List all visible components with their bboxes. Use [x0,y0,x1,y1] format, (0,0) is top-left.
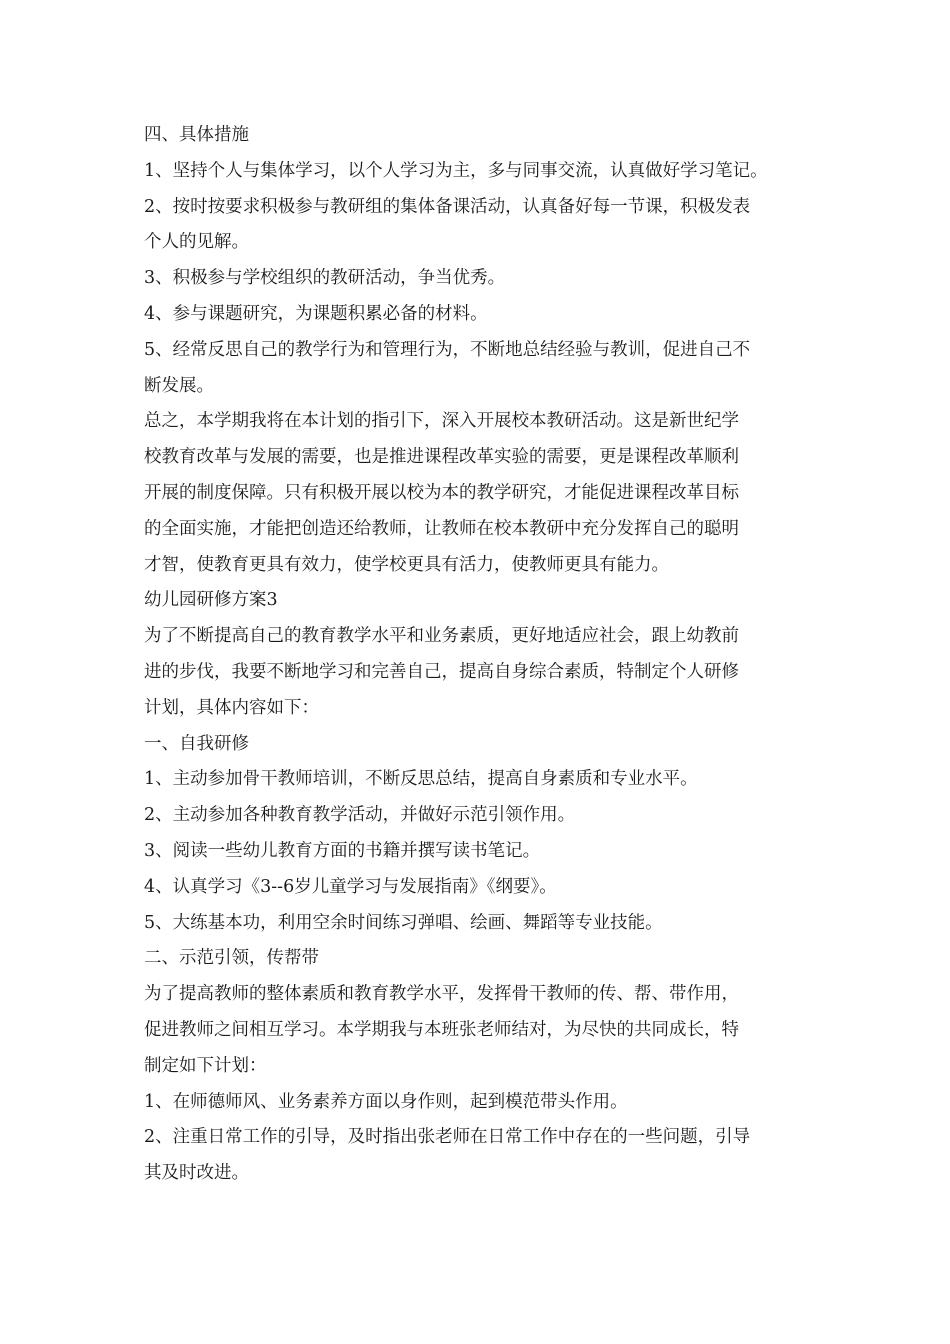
paragraph-line: 断发展。 [144,375,214,396]
paragraph-line: 进的步伐，我要不断地学习和完善自己，提高自身综合素质，特制定个人研修 [144,661,739,682]
paragraph-line: 校教育改革与发展的需要，也是推进课程改革实验的需要，更是课程改革顺利 [144,447,739,468]
paragraph-line: 为了不断提高自己的教育教学水平和业务素质，更好地适应社会，跟上幼教前 [144,626,739,647]
paragraph-line: 个人的见解。 [144,232,249,253]
paragraph-line: 5、经常反思自己的教学行为和管理行为，不断地总结经验与教训，促进自己不 [144,339,751,360]
paragraph-line: 2、按时按要求积极参与教研组的集体备课活动，认真备好每一节课，积极发表 [144,196,751,217]
paragraph-line: 5、大练基本功，利用空余时间练习弹唱、绘画、舞蹈等专业技能。 [144,912,663,933]
paragraph-line: 总之，本学期我将在本计划的指引下，深入开展校本教研活动。这是新世纪学 [144,411,739,432]
paragraph-line: 开展的制度保障。只有积极开展以校为本的教学研究，才能促进课程改革目标 [144,482,739,503]
section-heading-mentoring: 二、示范引领，传帮带 [144,948,319,969]
paragraph-line: 促进教师之间相互学习。本学期我与本班张老师结对，为尽快的共同成长，特 [144,1019,739,1040]
document-body [144,118,824,1192]
paragraph-line: 的全面实施，才能把创造还给教师，让教师在校本教研中充分发挥自己的聪明 [144,518,739,539]
paragraph-line: 3、积极参与学校组织的教研活动，争当优秀。 [144,268,506,289]
section-heading-self-study: 一、自我研修 [144,733,249,754]
document-title-plan-3: 幼儿园研修方案3 [144,590,278,611]
paragraph-line: 1、主动参加骨干教师培训，不断反思总结，提高自身素质和专业水平。 [144,769,698,790]
paragraph-line: 制定如下计划： [144,1055,267,1076]
paragraph-line: 2、主动参加各种教育教学活动，并做好示范引领作用。 [144,805,576,826]
paragraph-line: 计划，具体内容如下： [144,697,319,718]
paragraph-line: 2、注重日常工作的引导，及时指出张老师在日常工作中存在的一些问题，引导 [144,1127,751,1148]
section-heading-measures: 四、具体措施 [144,125,249,145]
paragraph-line: 4、认真学习《3--6岁儿童学习与发展指南》《纲要》。 [144,876,557,897]
paragraph-line: 才智，使教育更具有效力，使学校更具有活力，使教师更具有能力。 [144,554,669,575]
paragraph-line: 1、在师德师风、业务素养方面以身作则，起到模范带头作用。 [144,1091,628,1112]
paragraph-line: 其及时改进。 [144,1163,249,1184]
paragraph-line: 1、坚持个人与集体学习，以个人学习为主，多与同事交流，认真做好学习笔记。 [144,160,768,181]
paragraph-line: 为了提高教师的整体素质和教育教学水平，发挥骨干教师的传、帮、带作用， [144,984,739,1005]
paragraph-line: 4、参与课题研究，为课题积累必备的材料。 [144,303,488,324]
paragraph-line: 3、阅读一些幼儿教育方面的书籍并撰写读书笔记。 [144,840,541,861]
